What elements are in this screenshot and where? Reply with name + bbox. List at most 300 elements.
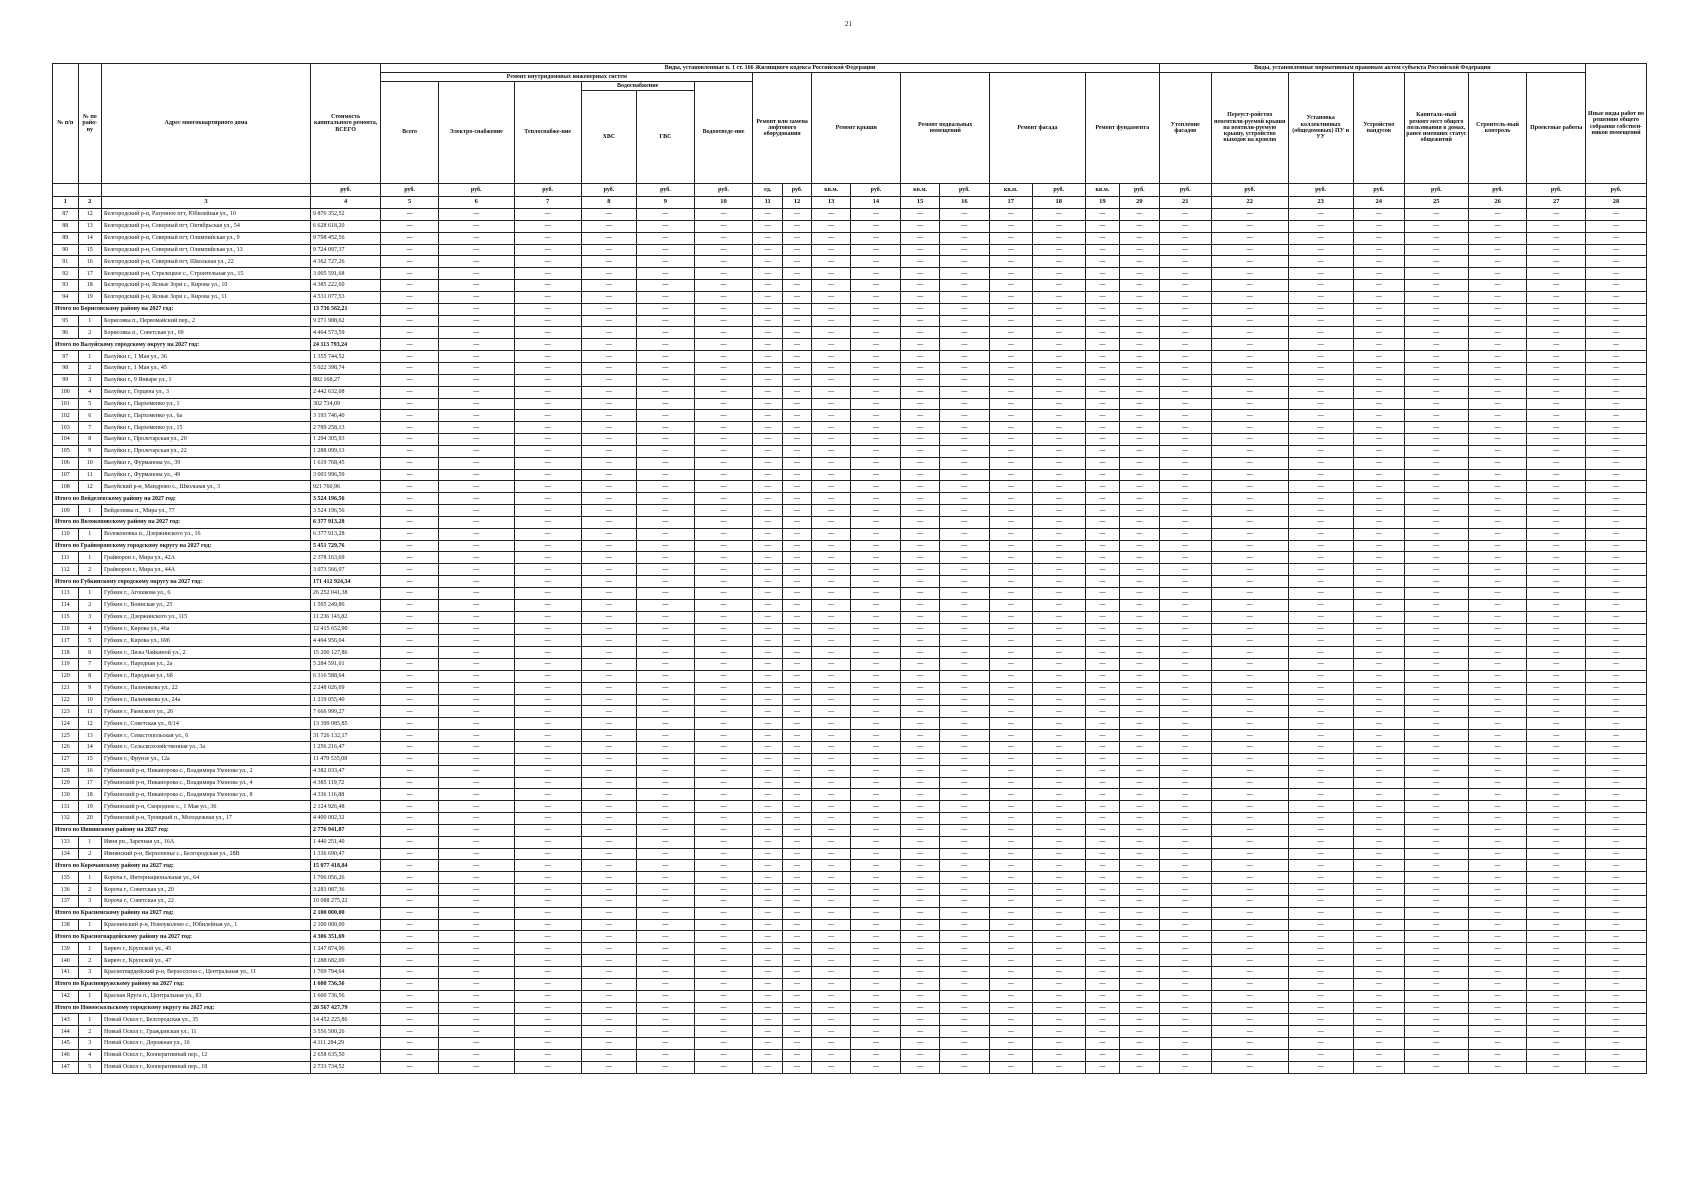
empty-value: — [783, 694, 812, 706]
cost: 10 088 275,22 [310, 895, 380, 907]
empty-value: — [1032, 528, 1085, 540]
empty-value: — [381, 552, 439, 564]
empty-value: — [694, 588, 753, 600]
empty-value: — [1211, 599, 1288, 611]
empty-value: — [901, 872, 939, 884]
empty-value: — [783, 209, 812, 221]
empty-value: — [989, 445, 1032, 457]
empty-value: — [438, 220, 514, 232]
empty-value: — [811, 410, 850, 422]
empty-value: — [1527, 694, 1586, 706]
district-number: 12 [78, 209, 101, 221]
empty-value: — [438, 303, 514, 315]
empty-value: — [438, 801, 514, 813]
empty-value: — [1159, 1014, 1211, 1026]
row-number: 104 [53, 434, 79, 446]
empty-value: — [1586, 967, 1647, 979]
empty-value: — [1159, 469, 1211, 481]
empty-value: — [1527, 848, 1586, 860]
empty-value: — [811, 362, 850, 374]
empty-value: — [851, 374, 901, 386]
column-number: 17 [989, 197, 1032, 209]
empty-value: — [1211, 967, 1288, 979]
empty-value: — [438, 1038, 514, 1050]
unit-cell: руб. [581, 184, 636, 197]
address: Валуйки г., Пролетарская ул., 22 [102, 445, 311, 457]
empty-value: — [811, 315, 850, 327]
empty-value: — [1468, 315, 1527, 327]
district-number: 1 [78, 315, 101, 327]
empty-value: — [1527, 564, 1586, 576]
empty-value: — [1468, 919, 1527, 931]
district-number: 3 [78, 374, 101, 386]
empty-value: — [514, 220, 581, 232]
district-number: 5 [78, 398, 101, 410]
empty-value: — [783, 978, 812, 990]
empty-value: — [514, 303, 581, 315]
empty-value: — [1159, 232, 1211, 244]
cost: 2 733 734,52 [310, 1061, 380, 1073]
empty-value: — [581, 528, 636, 540]
address: Валуйки г., Герцена ул., 3 [102, 386, 311, 398]
column-number: 11 [753, 197, 783, 209]
empty-value: — [1159, 990, 1211, 1002]
empty-value: — [637, 777, 695, 789]
empty-value: — [1353, 564, 1404, 576]
empty-value: — [1586, 398, 1647, 410]
empty-value: — [1119, 493, 1159, 505]
empty-value: — [1288, 291, 1353, 303]
address: Валуйки г., 1 Мая ул., 36 [102, 351, 311, 363]
empty-value: — [1586, 481, 1647, 493]
empty-value: — [989, 623, 1032, 635]
empty-value: — [1288, 552, 1353, 564]
empty-value: — [637, 1002, 695, 1014]
empty-value: — [1211, 220, 1288, 232]
empty-value: — [1468, 362, 1527, 374]
empty-value: — [1085, 836, 1119, 848]
empty-value: — [753, 315, 783, 327]
total-label: Итого по Вейделевскому району на 2027 год: [53, 493, 311, 505]
district-total-row [53, 540, 1647, 552]
empty-value: — [1032, 374, 1085, 386]
empty-value: — [1527, 1002, 1586, 1014]
empty-value: — [514, 990, 581, 1002]
table-row [53, 623, 1647, 635]
empty-value: — [1032, 1049, 1085, 1061]
empty-value: — [811, 670, 850, 682]
empty-value: — [514, 280, 581, 292]
empty-value: — [1032, 422, 1085, 434]
address: Валуйки г., 1 Мая ул., 45 [102, 362, 311, 374]
table-row [53, 457, 1647, 469]
empty-value: — [1032, 445, 1085, 457]
empty-value: — [1159, 1049, 1211, 1061]
empty-value: — [1353, 493, 1404, 505]
empty-value: — [514, 564, 581, 576]
empty-value: — [694, 457, 753, 469]
empty-value: — [514, 386, 581, 398]
empty-value: — [1032, 1014, 1085, 1026]
empty-value: — [438, 836, 514, 848]
empty-value: — [901, 469, 939, 481]
empty-value: — [811, 943, 850, 955]
empty-value: — [851, 1014, 901, 1026]
table-row [53, 481, 1647, 493]
empty-value: — [989, 682, 1032, 694]
empty-value: — [1468, 398, 1527, 410]
empty-value: — [989, 256, 1032, 268]
empty-value: — [1527, 386, 1586, 398]
empty-value: — [1119, 943, 1159, 955]
empty-value: — [939, 943, 989, 955]
empty-value: — [438, 410, 514, 422]
empty-value: — [811, 647, 850, 659]
empty-value: — [514, 670, 581, 682]
empty-value: — [514, 398, 581, 410]
empty-value: — [1119, 434, 1159, 446]
empty-value: — [989, 741, 1032, 753]
empty-value: — [783, 303, 812, 315]
empty-value: — [1527, 895, 1586, 907]
empty-value: — [381, 220, 439, 232]
empty-value: — [438, 813, 514, 825]
empty-value: — [939, 552, 989, 564]
empty-value: — [1085, 777, 1119, 789]
empty-value: — [438, 978, 514, 990]
unit-cell: руб. [637, 184, 695, 197]
empty-value: — [1211, 836, 1288, 848]
empty-value: — [783, 362, 812, 374]
total-cost: 5 451 729,76 [310, 540, 380, 552]
empty-value: — [1211, 339, 1288, 351]
header-hvs: ХВС [581, 91, 636, 184]
empty-value: — [989, 386, 1032, 398]
district-number: 5 [78, 1061, 101, 1073]
empty-value: — [851, 955, 901, 967]
empty-value: — [381, 623, 439, 635]
empty-value: — [514, 362, 581, 374]
row-number: 145 [53, 1038, 79, 1050]
empty-value: — [939, 505, 989, 517]
empty-value: — [1119, 564, 1159, 576]
empty-value: — [753, 469, 783, 481]
empty-value: — [1032, 1026, 1085, 1038]
empty-value: — [1527, 1038, 1586, 1050]
empty-value: — [851, 303, 901, 315]
empty-value: — [901, 753, 939, 765]
empty-value: — [1211, 753, 1288, 765]
empty-value: — [637, 978, 695, 990]
empty-value: — [811, 967, 850, 979]
empty-value: — [438, 706, 514, 718]
empty-value: — [811, 955, 850, 967]
row-number: 88 [53, 220, 79, 232]
empty-value: — [783, 801, 812, 813]
empty-value: — [753, 872, 783, 884]
empty-value: — [637, 848, 695, 860]
address: Валуйский р-н, Мандрово с., Школьная ул., 3 [102, 481, 311, 493]
empty-value: — [1159, 813, 1211, 825]
table-row [53, 315, 1647, 327]
empty-value: — [783, 564, 812, 576]
empty-value: — [811, 481, 850, 493]
empty-value: — [1032, 1038, 1085, 1050]
empty-value: — [1032, 493, 1085, 505]
empty-value: — [753, 990, 783, 1002]
unit-cell: руб. [1586, 184, 1647, 197]
empty-value: — [637, 895, 695, 907]
address: Губкин г., Агошкова ул., 6 [102, 588, 311, 600]
empty-value: — [901, 813, 939, 825]
empty-value: — [514, 1038, 581, 1050]
address: Красногвардейский р-н, Верхососна с., Центральная ул., 11 [102, 967, 311, 979]
column-number: 23 [1288, 197, 1353, 209]
empty-value: — [753, 741, 783, 753]
empty-value: — [1527, 481, 1586, 493]
empty-value: — [581, 552, 636, 564]
empty-value: — [939, 516, 989, 528]
empty-value: — [1353, 422, 1404, 434]
empty-value: — [1288, 457, 1353, 469]
empty-value: — [989, 670, 1032, 682]
empty-value: — [989, 789, 1032, 801]
empty-value: — [1119, 1038, 1159, 1050]
empty-value: — [1468, 801, 1527, 813]
row-number: 143 [53, 1014, 79, 1026]
empty-value: — [1032, 232, 1085, 244]
empty-value: — [811, 303, 850, 315]
empty-value: — [1404, 741, 1468, 753]
empty-value: — [939, 493, 989, 505]
empty-value: — [694, 872, 753, 884]
table-row [53, 813, 1647, 825]
empty-value: — [637, 801, 695, 813]
empty-value: — [438, 209, 514, 221]
empty-value: — [1119, 445, 1159, 457]
table-row [53, 967, 1647, 979]
empty-value: — [1404, 220, 1468, 232]
unit-cell: руб. [1404, 184, 1468, 197]
empty-value: — [811, 907, 850, 919]
empty-value: — [811, 564, 850, 576]
header-group-water: Водоснабжение [581, 82, 694, 91]
empty-value: — [381, 682, 439, 694]
empty-value: — [851, 588, 901, 600]
empty-value: — [1353, 469, 1404, 481]
empty-value: — [1468, 718, 1527, 730]
empty-value: — [381, 291, 439, 303]
empty-value: — [783, 706, 812, 718]
empty-value: — [581, 907, 636, 919]
empty-value: — [1211, 1002, 1288, 1014]
empty-value: — [1527, 469, 1586, 481]
empty-value: — [1404, 943, 1468, 955]
empty-value: — [381, 990, 439, 1002]
empty-value: — [1527, 990, 1586, 1002]
empty-value: — [438, 232, 514, 244]
empty-value: — [851, 481, 901, 493]
column-number: 24 [1353, 197, 1404, 209]
empty-value: — [851, 528, 901, 540]
empty-value: — [1353, 516, 1404, 528]
empty-value: — [1527, 765, 1586, 777]
empty-value: — [438, 386, 514, 398]
empty-value: — [1288, 599, 1353, 611]
empty-value: — [1468, 635, 1527, 647]
empty-value: — [753, 801, 783, 813]
column-number: 4 [310, 197, 380, 209]
address: Валуйки г., Пархоменко ул., 1 [102, 398, 311, 410]
empty-value: — [783, 635, 812, 647]
empty-value: — [1119, 540, 1159, 552]
column-number: 25 [1404, 197, 1468, 209]
empty-value: — [1404, 848, 1468, 860]
empty-value: — [694, 635, 753, 647]
empty-value: — [1404, 280, 1468, 292]
empty-value: — [1119, 741, 1159, 753]
empty-value: — [811, 469, 850, 481]
empty-value: — [1159, 362, 1211, 374]
empty-value: — [581, 647, 636, 659]
empty-value: — [1119, 256, 1159, 268]
empty-value: — [1288, 374, 1353, 386]
empty-value: — [1353, 801, 1404, 813]
empty-value: — [438, 730, 514, 742]
empty-value: — [1404, 978, 1468, 990]
empty-value: — [939, 682, 989, 694]
table-row [53, 801, 1647, 813]
empty-value: — [901, 611, 939, 623]
empty-value: — [1085, 895, 1119, 907]
empty-value: — [1527, 777, 1586, 789]
row-number: 91 [53, 256, 79, 268]
empty-value: — [438, 351, 514, 363]
empty-value: — [989, 801, 1032, 813]
empty-value: — [637, 647, 695, 659]
empty-value: — [438, 540, 514, 552]
empty-value: — [1404, 540, 1468, 552]
empty-value: — [901, 588, 939, 600]
header-ramps: Устройство пандусов [1353, 73, 1404, 184]
row-number: 136 [53, 884, 79, 896]
empty-value: — [514, 493, 581, 505]
table-row [53, 836, 1647, 848]
empty-value: — [1032, 280, 1085, 292]
empty-value: — [694, 1038, 753, 1050]
empty-value: — [939, 599, 989, 611]
empty-value: — [1085, 493, 1119, 505]
empty-value: — [1353, 1049, 1404, 1061]
empty-value: — [753, 907, 783, 919]
empty-value: — [514, 315, 581, 327]
empty-value: — [1288, 943, 1353, 955]
cost: 11 236 143,82 [310, 611, 380, 623]
empty-value: — [1119, 967, 1159, 979]
empty-value: — [381, 978, 439, 990]
table-row [53, 434, 1647, 446]
empty-value: — [1119, 291, 1159, 303]
empty-value: — [514, 848, 581, 860]
empty-value: — [694, 659, 753, 671]
district-number: 10 [78, 457, 101, 469]
total-cost: 13 736 562,21 [310, 303, 380, 315]
row-number: 123 [53, 706, 79, 718]
total-label: Итого по Красненскому району на 2027 год: [53, 907, 311, 919]
empty-value: — [1586, 220, 1647, 232]
unit-cell: кв.м. [811, 184, 850, 197]
empty-value: — [1468, 753, 1527, 765]
cost: 1 440 251,40 [310, 836, 380, 848]
address: Белгородский р-н, Северный пгт, Олимпийская ул., 13 [102, 244, 311, 256]
empty-value: — [1468, 943, 1527, 955]
empty-value: — [1404, 209, 1468, 221]
empty-value: — [1085, 516, 1119, 528]
empty-value: — [901, 410, 939, 422]
empty-value: — [851, 280, 901, 292]
empty-value: — [1404, 256, 1468, 268]
empty-value: — [811, 730, 850, 742]
empty-value: — [901, 398, 939, 410]
header-group-engineering: Ремонт внутридомовых инженерных систем [381, 73, 753, 82]
empty-value: — [694, 1002, 753, 1014]
empty-value: — [1159, 576, 1211, 588]
empty-value: — [901, 220, 939, 232]
empty-value: — [783, 730, 812, 742]
empty-value: — [1211, 232, 1288, 244]
empty-value: — [1586, 813, 1647, 825]
district-number: 11 [78, 706, 101, 718]
empty-value: — [1085, 481, 1119, 493]
empty-value: — [1119, 895, 1159, 907]
empty-value: — [637, 280, 695, 292]
empty-value: — [1085, 765, 1119, 777]
empty-value: — [1586, 848, 1647, 860]
empty-value: — [989, 209, 1032, 221]
empty-value: — [989, 244, 1032, 256]
row-number: 146 [53, 1049, 79, 1061]
empty-value: — [1032, 564, 1085, 576]
empty-value: — [1527, 1061, 1586, 1073]
row-number: 138 [53, 919, 79, 931]
empty-value: — [1032, 789, 1085, 801]
empty-value: — [438, 682, 514, 694]
empty-value: — [1288, 623, 1353, 635]
empty-value: — [939, 765, 989, 777]
empty-value: — [1119, 599, 1159, 611]
empty-value: — [1468, 552, 1527, 564]
empty-value: — [581, 445, 636, 457]
empty-value: — [989, 398, 1032, 410]
empty-value: — [1085, 552, 1119, 564]
empty-value: — [1032, 516, 1085, 528]
empty-value: — [1404, 291, 1468, 303]
empty-value: — [1468, 990, 1527, 1002]
empty-value: — [811, 694, 850, 706]
empty-value: — [514, 659, 581, 671]
empty-value: — [1468, 481, 1527, 493]
empty-value: — [1032, 694, 1085, 706]
empty-value: — [581, 303, 636, 315]
table-row [53, 789, 1647, 801]
empty-value: — [1404, 884, 1468, 896]
empty-value: — [1085, 919, 1119, 931]
empty-value: — [1211, 481, 1288, 493]
empty-value: — [438, 635, 514, 647]
unit-cell: руб. [310, 184, 380, 197]
empty-value: — [438, 860, 514, 872]
empty-value: — [1032, 303, 1085, 315]
